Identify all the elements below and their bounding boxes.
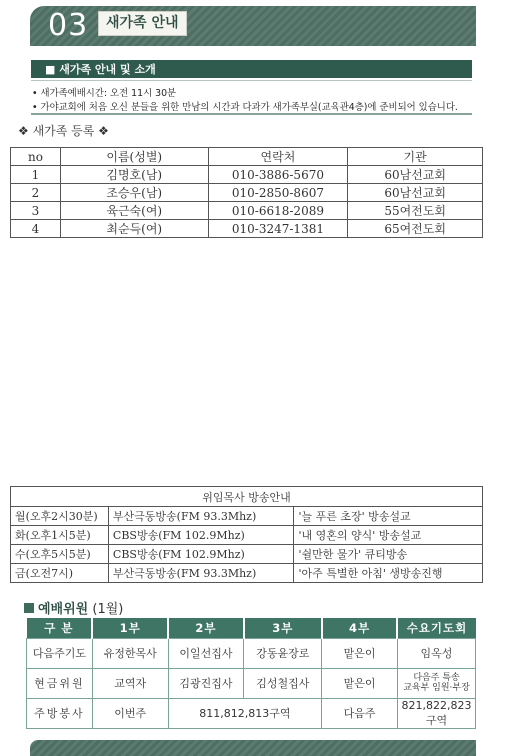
table-row [27, 638, 476, 668]
table-row [11, 507, 483, 526]
cell-name: 최순득(여) [60, 220, 208, 238]
square-bullet-icon [24, 603, 34, 613]
section-number: 03 [48, 8, 89, 43]
table-row [11, 564, 483, 583]
cell-day-time: 화(오후1시5분) [11, 526, 109, 545]
cell-value: 811,812,813구역 [168, 698, 322, 728]
section-title: 새가족 안내 [98, 11, 187, 36]
intro-heading-bar [31, 60, 472, 78]
cell-program: '아주 특별한 아침' 생방송진행 [294, 564, 483, 583]
cell-contact: 010-2850-8607 [208, 184, 348, 202]
bottom-banner [30, 740, 476, 756]
cell-program: '쉴만한 물가' 큐티방송 [294, 545, 483, 564]
cell-station: CBS방송(FM 102.9Mhz) [108, 545, 294, 564]
cell-contact: 010-3247-1381 [208, 220, 348, 238]
registration-title: ❖ 새가족 등록 ❖ [18, 124, 109, 138]
table-row [11, 184, 483, 202]
cell-line: 다음주 특송 [413, 673, 460, 683]
cell-value: 맡은이 [322, 638, 398, 668]
cell-name: 조승우(남) [60, 184, 208, 202]
header-service-1: 1부 [92, 618, 168, 638]
header-service-3: 3부 [244, 618, 322, 638]
cell-day-time: 월(오후2시30분) [11, 507, 109, 526]
cell-label: 현금위원 [27, 668, 93, 698]
divider [31, 80, 472, 81]
cell-value: 유정한목사 [92, 638, 168, 668]
cell-program: '내 영혼의 양식' 방송설교 [294, 526, 483, 545]
table-row [11, 220, 483, 238]
cell-day-time: 수(오후5시5분) [11, 545, 109, 564]
cell-value: 이일선집사 [168, 638, 244, 668]
header-service-4: 4부 [322, 618, 398, 638]
divider [31, 113, 472, 115]
notice-newcomer-meeting: • 가야교회에 처음 오신 분들을 위한 만남의 시간과 다과가 새가족부실(교육관4층)에 준비되어 있습니다. [32, 102, 458, 113]
table-row [11, 202, 483, 220]
table-row [11, 166, 483, 184]
cell-value: 강동윤장로 [244, 638, 322, 668]
header-organization: 기관 [348, 148, 483, 166]
radio-broadcast-table [10, 486, 483, 583]
cell-value: 맡은이 [322, 668, 398, 698]
table-header-row [27, 618, 476, 638]
cell-contact: 010-6618-2089 [208, 202, 348, 220]
header-service-2: 2부 [168, 618, 244, 638]
cell-organization: 60남선교회 [348, 184, 483, 202]
section-header-banner [30, 6, 476, 46]
cell-organization: 65여전도회 [348, 220, 483, 238]
cell-value: 김성철집사 [244, 668, 322, 698]
cell-organization: 55여전도회 [348, 202, 483, 220]
committee-table [26, 618, 476, 729]
cell-value: 821,822,823구역 [397, 698, 475, 728]
table-row [27, 698, 476, 728]
header-no: no [11, 148, 61, 166]
cell-value: 다음주 [322, 698, 398, 728]
cell-no: 3 [11, 202, 61, 220]
table-row [27, 668, 476, 698]
table-row [11, 545, 483, 564]
cell-name: 육근숙(여) [60, 202, 208, 220]
cell-station: 부산극동방송(FM 93.3Mhz) [108, 564, 294, 583]
cell-value: 김광진집사 [168, 668, 244, 698]
cell-label: 다음주기도 [27, 638, 93, 668]
cell-station: 부산극동방송(FM 93.3Mhz) [108, 507, 294, 526]
header-contact: 연락처 [208, 148, 348, 166]
header-name: 이름(성별) [60, 148, 208, 166]
cell-no: 1 [11, 166, 61, 184]
cell-value: 이번주 [92, 698, 168, 728]
table-header-row [11, 148, 483, 166]
cell-line: 교육부 임원·부장 [403, 683, 470, 693]
cell-program: '늘 푸른 초장' 방송설교 [294, 507, 483, 526]
cell-station: CBS방송(FM 102.9Mhz) [108, 526, 294, 545]
header-wednesday-prayer: 수요기도회 [397, 618, 475, 638]
committee-title-prefix: 예배위원 [38, 602, 89, 617]
cell-value: 임옥성 [397, 638, 475, 668]
cell-value-stack [397, 668, 475, 698]
notice-worship-time: • 새가족예배시간: 오전 11시 30분 [32, 88, 177, 99]
cell-contact: 010-3886-5670 [208, 166, 348, 184]
intro-heading: ■ 새가족 안내 및 소개 [45, 63, 156, 76]
radio-table-title: 위임목사 방송안내 [11, 487, 483, 507]
cell-name: 김명호(남) [60, 166, 208, 184]
registration-table [10, 147, 483, 238]
committee-title [24, 598, 123, 617]
cell-no: 2 [11, 184, 61, 202]
header-category: 구 분 [27, 618, 93, 638]
table-row [11, 526, 483, 545]
cell-label: 주방봉사 [27, 698, 93, 728]
cell-no: 4 [11, 220, 61, 238]
committee-title-month: (1월) [92, 602, 124, 617]
cell-day-time: 금(오전7시) [11, 564, 109, 583]
cell-organization: 60남선교회 [348, 166, 483, 184]
cell-value: 교역자 [92, 668, 168, 698]
